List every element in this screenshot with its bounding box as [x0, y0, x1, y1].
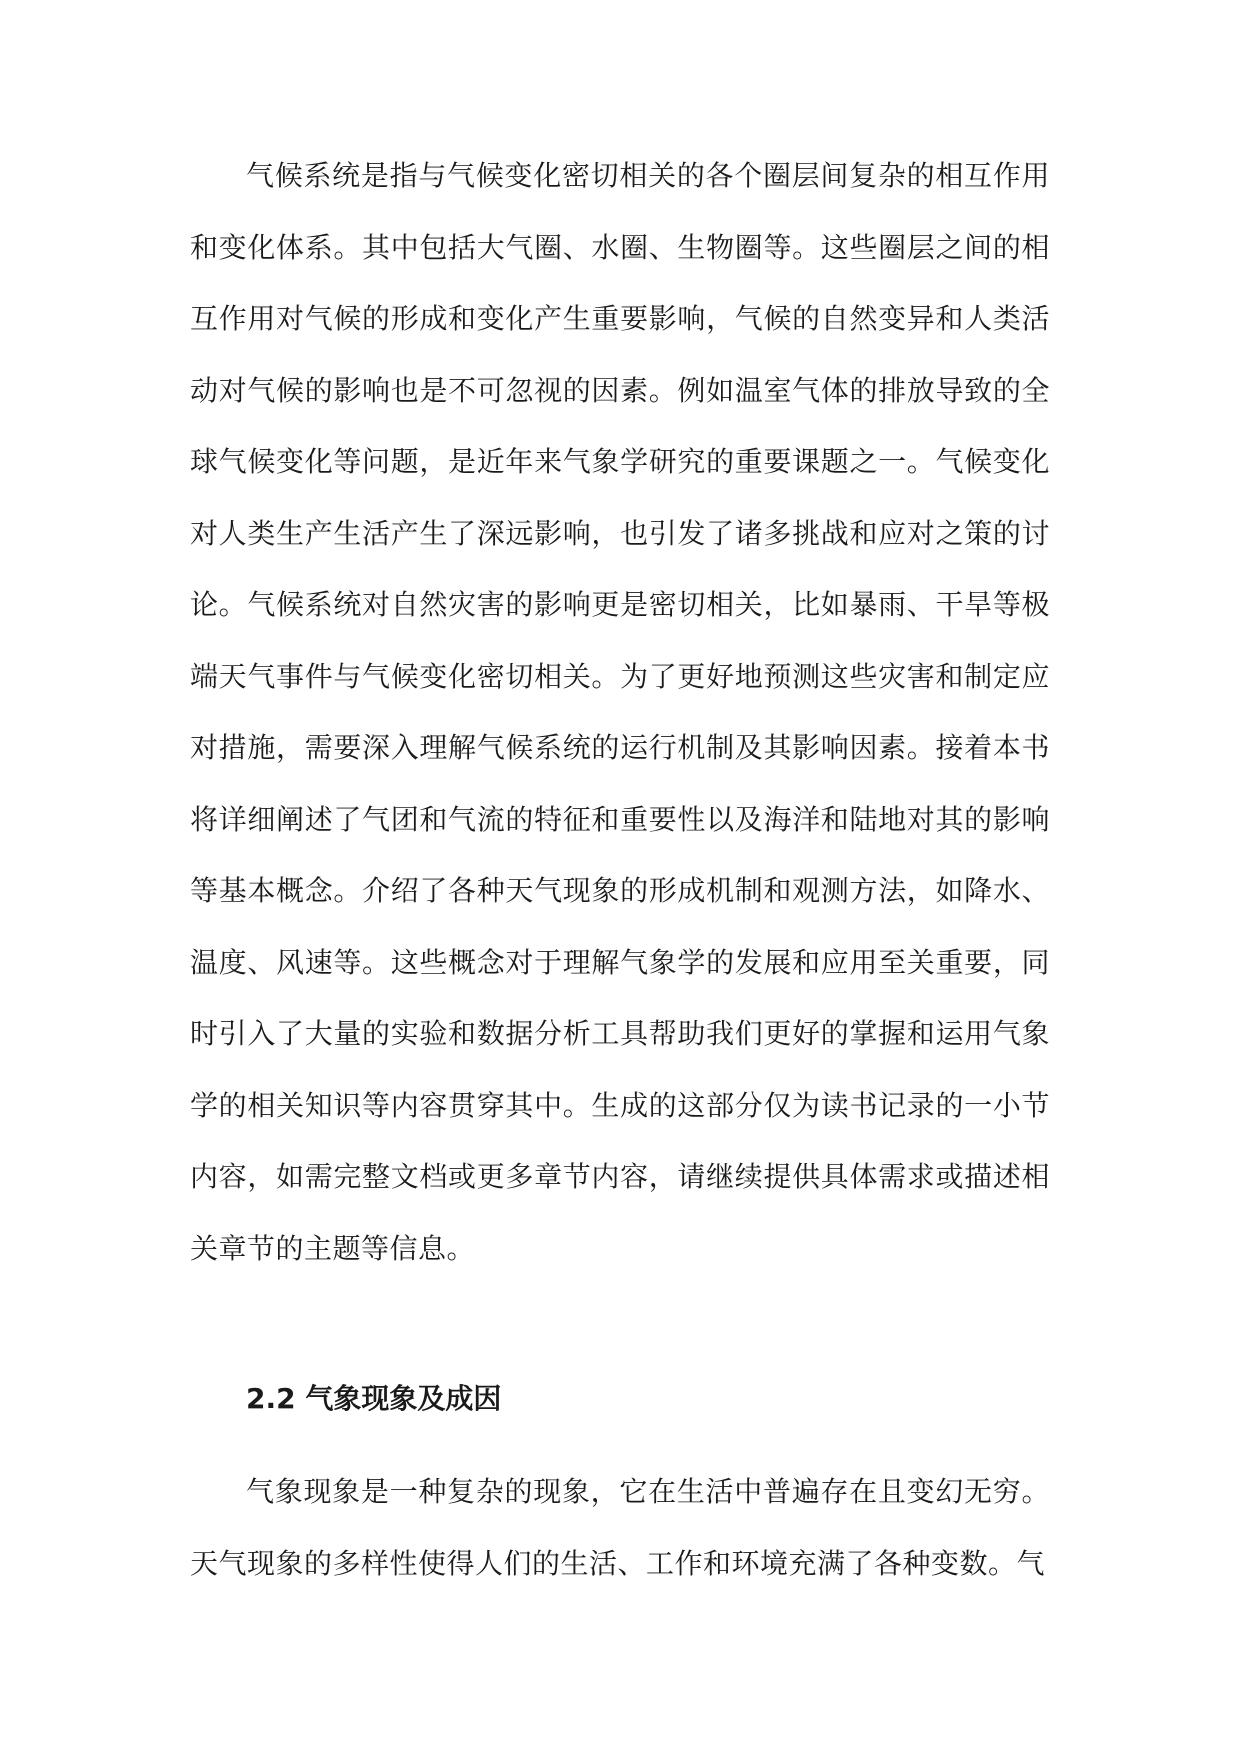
section-heading: 2.2 气象现象及成因	[246, 1382, 502, 1415]
body-paragraph: 气候系统是指与气候变化密切相关的各个圈层间复杂的相互作用和变化体系。其中包括大气圈、水圈、生物圈等。这些圈层之间的相互作用对气候的形成和变化产生重要影响，气候的自然变异和人类活动对气候的影响也是不可忽视的因素。例如温室气体的排放导致的全球气候变化等问题，是近年来气象学研究的重要课题之一。气候变化对人类生产生活产生了深远影响，也引发了诸多挑战和应对之策的讨论。气候系统对自然灾害的影响更是密切相关，比如暴雨、干旱等极端天气事件与气候变化密切相关。为了更好地预测这些灾害和制定应对措施，需要深入理解气候系统的运行机制及其影响因素。接着本书将详细阐述了气团和气流的特征和重要性以及海洋和陆地对其的影响等基本概念。介绍了各种天气现象的形成机制和观测方法，如降水、温度、风速等。这些概念对于理解气象学的发展和应用至关重要，同时引入了大量的实验和数据分析工具帮助我们更好的掌握和运用气象学的相关知识等内容贯穿其中。生成的这部分仅为读书记录的一小节内容，如需完整文档或更多章节内容，请继续提供具体需求或描述相关章节的主题等信息。	[190, 159, 1050, 1265]
body-paragraph: 气象现象是一种复杂的现象，它在生活中普遍存在且变幻无穷。天气现象的多样性使得人们的生活、工作和环境充满了各种变数。气	[190, 1475, 1050, 1580]
